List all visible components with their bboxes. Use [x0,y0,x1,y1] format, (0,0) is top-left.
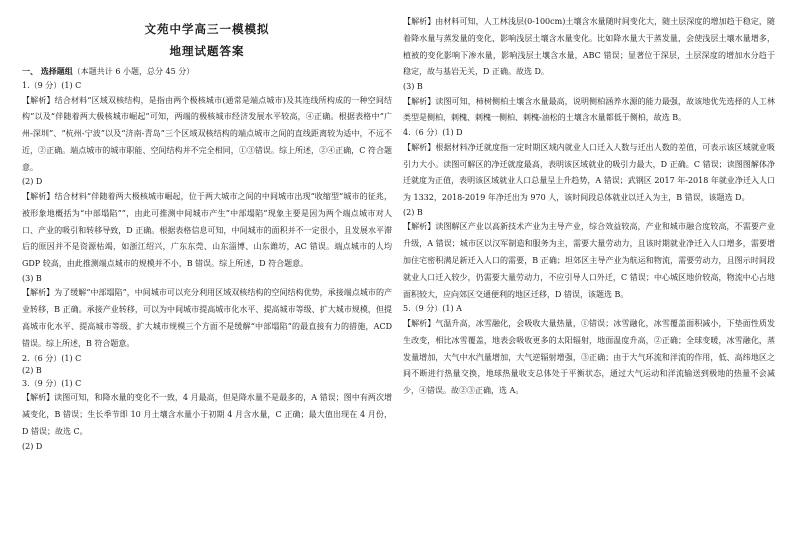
answer-line: 3.（9 分）(1) C [22,378,82,388]
analysis-paragraph: 【解析】气温升高，冰雪融化，会吸收大量热量，①错误；冰雪融化，冰雪覆盖面积减小，下垫面性质发生改变，相比冰雪覆盖，地表会吸收更多的太阳辐射，地面温度升高，②正确；全球变暖，冰雪融化，蒸发量增加，大气中水汽量增加，大气逆辐射增强，③正确；由于大气环流和洋流的作用，低、高纬地区之间不断进行热量交换，地球热量收支总体处于平衡状态，通过大气运动和洋流输送到极地的热量不会减少，④错误。故②③正确，选 A。 [403,318,775,396]
answer-line: (3) B [403,82,423,92]
answer-line: 1.（9 分）(1) C [22,81,82,90]
answer-line: (2) B [403,207,423,217]
analysis-paragraph: 【解析】结合材料“区域双核结构，是指由两个极核城市(通常是端点城市)及其连线所构成的一种空间结构”以及“伴随着两大极核城市崛起”可知，两端的极核城市经济发展水平较高，④正确。根据表格中“广州-深圳”、“杭州-宁波”以及“济南-青岛”三个区域双核结构的端点城市之间的直线距离较为适中，不远不近，②正确。端点城市的城市职能、空间结构并不完全相同，①③错误。综上所述，②④正确，C 符合题意。 [22,95,392,172]
answer-line: (2) D [22,177,43,187]
section-heading-text: 一、 选择题组 [22,66,73,76]
section-note: （本题共计 6 小题，总分 45 分） [72,67,195,76]
right-column [403,14,775,400]
analysis-paragraph: 【解析】结合材料“伴随着两大极核城市崛起，位于两大城市之间的中间城市出现“收缩型”城市的征兆，被形象地概括为“中部塌陷””，由此可推测中间城市产生“中部塌陷”现象主要是因为两个端点城市对人口、产业的吸引和转移导致，D 正确。根据表格信息可知，中间城市的面积并不一定很小，且发展水平滞后的原因并不是资源枯竭，如浙江绍兴，广东东莞、山东淄博、山东潍坊，AC 错误。端点城市的人均 GDP 较高，由此推测端点城市的规模并不小，B 错误。综上所述，D 符合题意。 [22,191,392,269]
section-heading [22,64,392,79]
answer-line: (2) D [22,441,43,451]
left-column [22,14,392,453]
analysis-paragraph: 【解析】由材料可知，人工林浅层(0-100cm)土壤含水量随时间变化大，随土层深度的增加趋于稳定，随着降水量与蒸发量的变化，影响浅层土壤含水量变化。比如降水量大于蒸发量，会使浅层土壤水量增多，植被的变化影响下渗水量，影响浅层土壤含水量，ABC 错误；显著位于深层，土层深度的增加水分趋于稳定，故与基岩无关，D 正确。故选 D。 [403,17,775,77]
answer-line: 5.（9 分）(1) A [403,304,462,314]
analysis-paragraph: 【解析】根据材料净迁就度指一定时期区域内就业人口迁入人数与迁出人数的差值，可表示该区域就业吸引力大小。读图可解区的净迁就度最高，表明该区域就业的吸引力最大，D 正确。C 错误；读图图解体净迁就度为正值，表明该区域就业人口总量呈上升趋势，A 错误；武钢区 2017 年-2018 年就业净迁入人口为 1332，2018-2019 年净迁出为 970 人，该时间段总体就业以迁入为主，B 错误，该题选 D。 [403,142,775,203]
analysis-paragraph: 【解析】为了缓解“中部塌陷”，中间城市可以充分利用区域双核结构的空间结构优势，承接端点城市的产业转移，B 正确。承接产业转移，可以为中间城市提高城市化水平、提高城市等级、扩大城市规模，但提高城市化水平、提高城市等级、扩大城市规模三个方面不是缓解“中部塌陷”的最直接有力的措施，ACD 错误。综上所述，B 符合题意。 [22,288,392,348]
answer-line: (3) B [22,273,42,283]
analysis-paragraph: 【解析】读图解区产业以高新技术产业为主导产业，综合效益较高，产业和城市融合度较高，不需要产业升级，A 错误；城市区以汉军制造和服务为主，需要大量劳动力，且该时期就业净迁入人口增多，需要增加住宅密积满足新迁入人口的需要，B 正确；坦郊区主导产业为航运和物流，需要劳动力，且图示时间段就业人口迁入较少，仍需要大量劳动力，不应引导人口外迁，C 错误；中心城区地价较高，物流中心占地面积较大，应向郊区交通便利的地区迁移，D 错误，该题选 B。 [403,222,775,299]
document-title: 文苑中学高三一模模拟 [144,22,270,36]
analysis-paragraph: 【解析】读图可知，和降水量的变化不一致，4 月最高，但是降水量不是最多的，A 错误；图中有两次增减变化，B 错误；生长季节即 10 月土壤含水量小于初期 4 月含水量，C 正确；最大值出现在 4 月份，D 错误；故选 C。 [22,393,392,436]
answer-line: 4.（6 分）(1) D [403,128,463,138]
analysis-paragraph: 【解析】读图可知，柿树侧柏土壤含水量最高，说明侧柏涵养水源的能力最强，故该地优先选择的人工林类型是侧柏，刺槐、刺槐一侧柏、刺槐-油松的土壤含水量都低于侧柏，故选 B。 [403,96,775,123]
answer-line: 2.（6 分）(1) C [22,353,82,363]
answer-line: (2) B [22,366,42,376]
document-subtitle: 地理试题答案 [169,44,245,58]
